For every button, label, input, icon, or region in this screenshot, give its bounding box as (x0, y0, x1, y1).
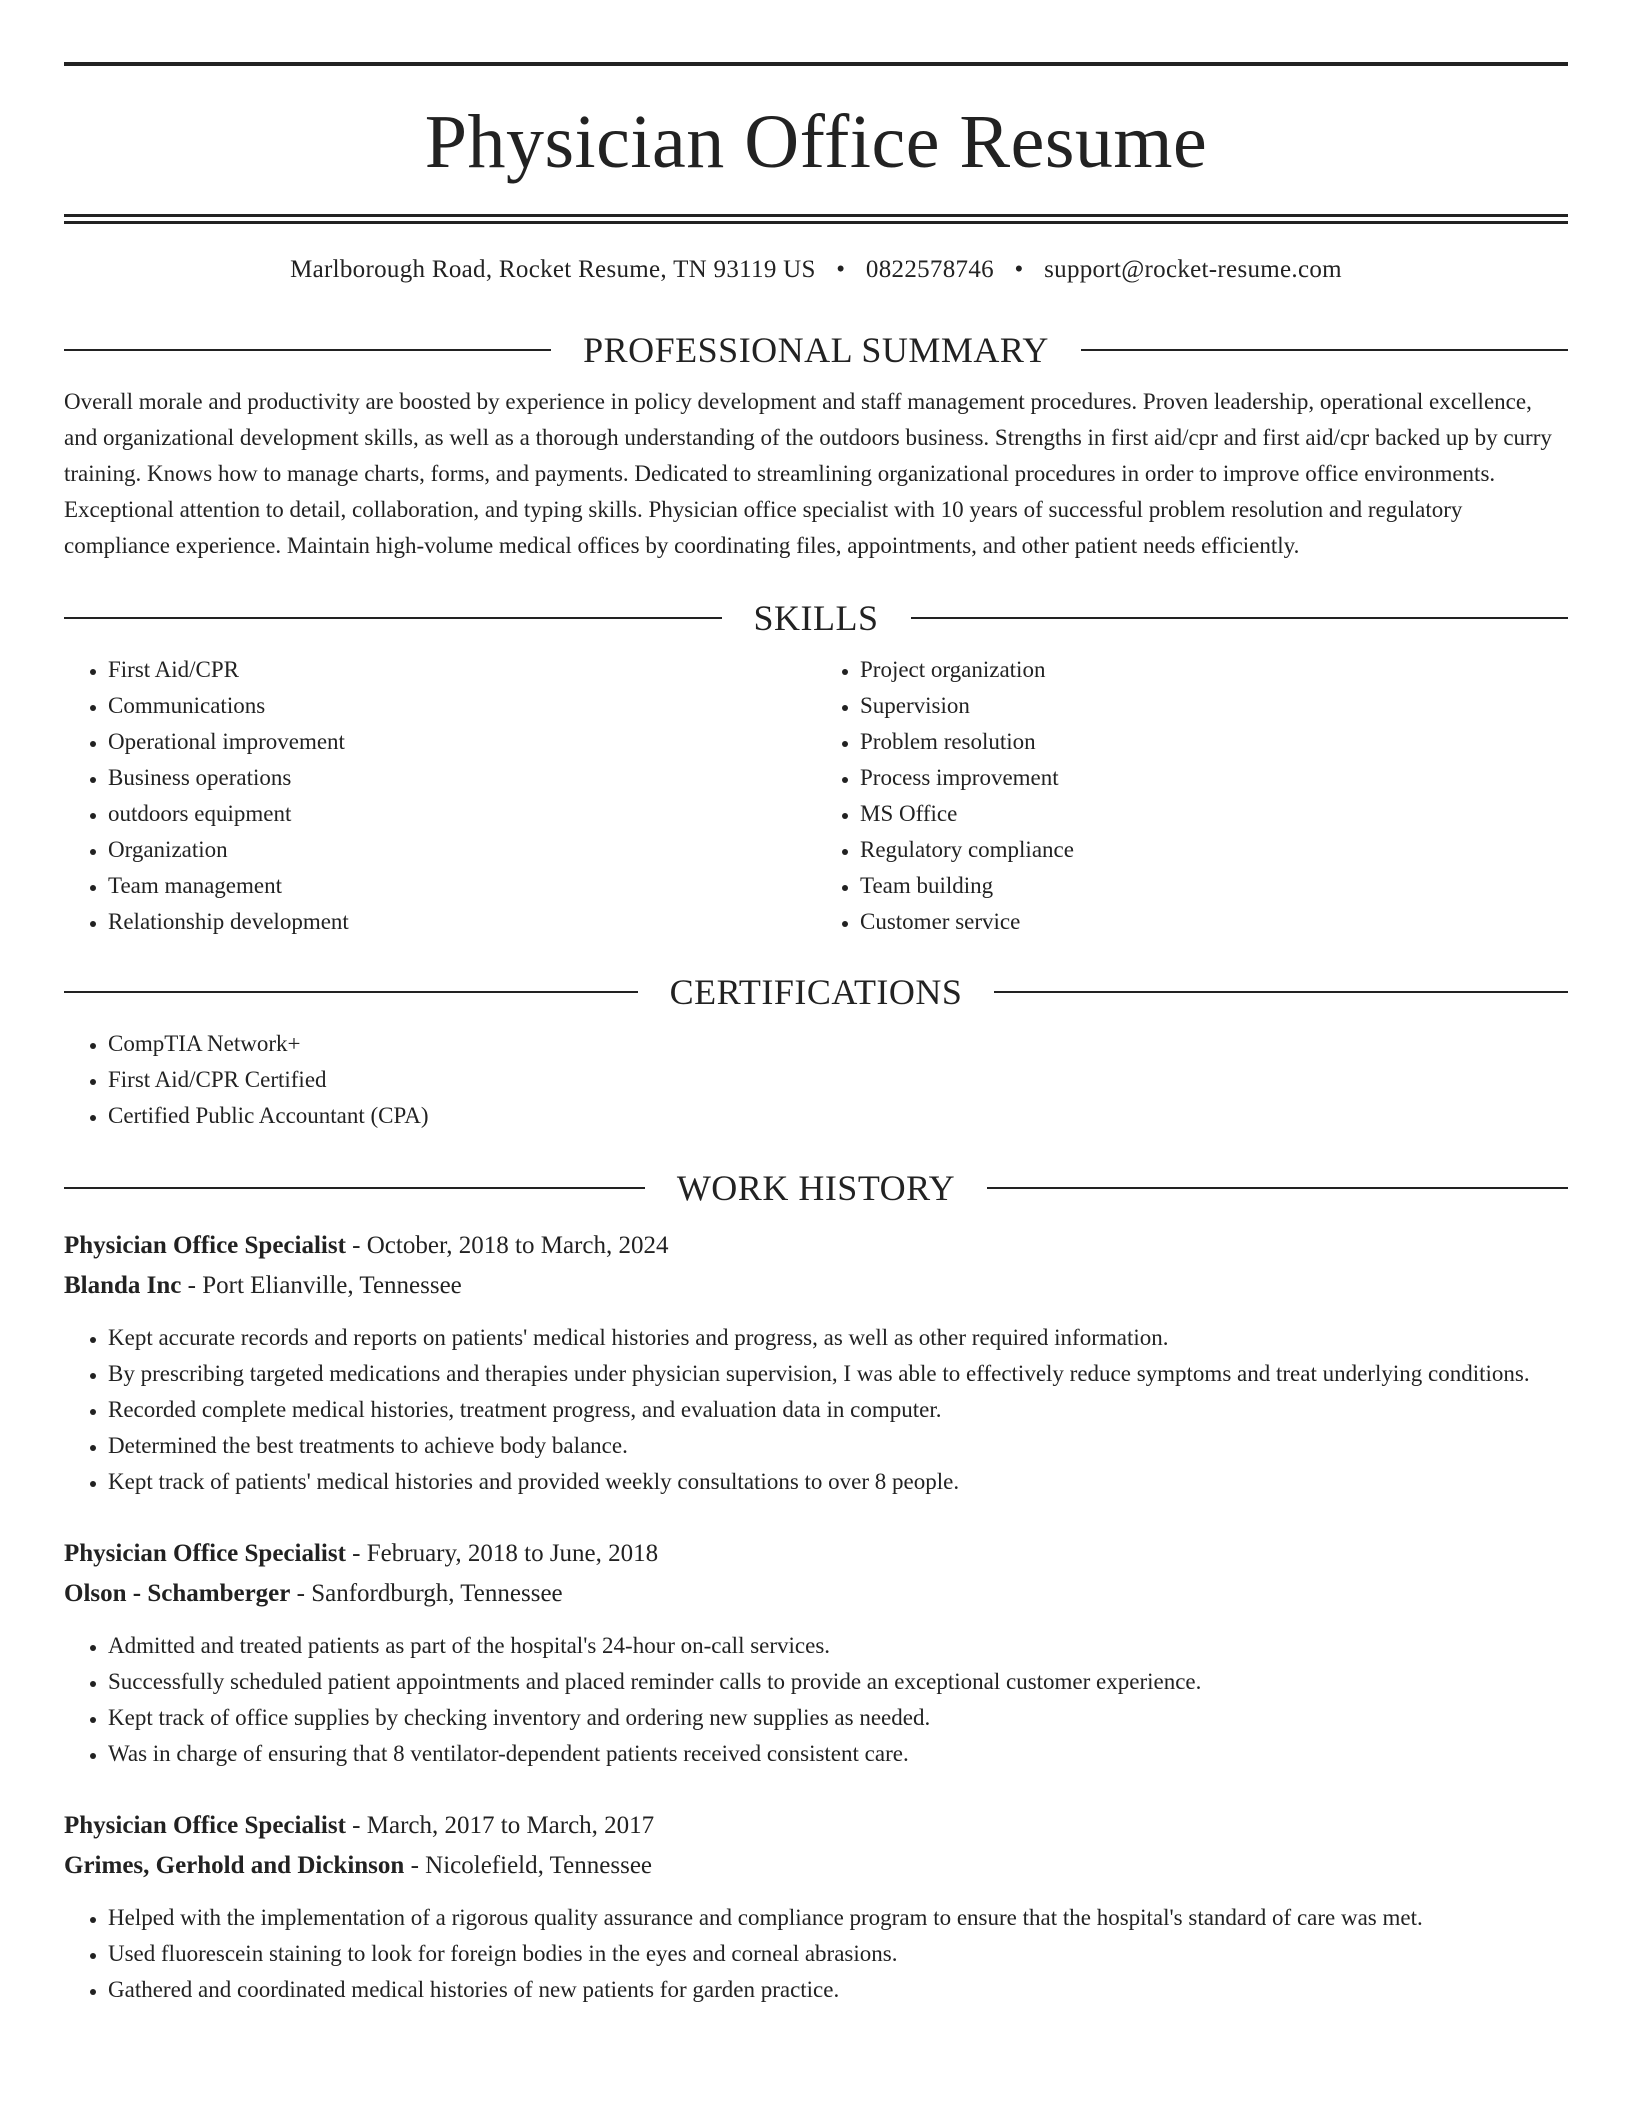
job-bullet: • Kept accurate records and reports on patients' medical histories and progress, as well as other required information. (108, 1320, 1568, 1356)
job-bullets (64, 1320, 1568, 1500)
job-company-line (64, 1574, 1568, 1614)
contact-separator: • (1014, 256, 1024, 283)
heading-rule-right (987, 1187, 1568, 1189)
job-company: Grimes, Gerhold and Dickinson (64, 1852, 405, 1879)
job-bullet: • Kept track of patients' medical histories and provided weekly consultations to over 8 people. (108, 1464, 1568, 1500)
skill-item: • Regulatory compliance (860, 832, 1568, 868)
contact-separator: • (836, 256, 846, 283)
job-title: Physician Office Specialist (64, 1812, 346, 1839)
job-company: Blanda Inc (64, 1272, 182, 1299)
skill-item: • outdoors equipment (108, 796, 816, 832)
summary-heading-label: PROFESSIONAL SUMMARY (583, 330, 1049, 370)
job-entry (64, 1534, 1568, 1772)
skill-item: • Communications (108, 688, 816, 724)
skill-item: • Project organization (860, 652, 1568, 688)
job-dates: - February, 2018 to June, 2018 (345, 1540, 659, 1567)
skills-heading-label: SKILLS (753, 598, 879, 638)
contact-email: support@rocket-resume.com (1044, 256, 1342, 283)
heading-rule-left (64, 617, 722, 619)
skills-heading (64, 600, 1568, 636)
job-title: Physician Office Specialist (64, 1232, 346, 1259)
job-entry (64, 1226, 1568, 1500)
job-bullet: • Recorded complete medical histories, treatment progress, and evaluation data in computer. (108, 1392, 1568, 1428)
skill-item: • Team management (108, 868, 816, 904)
job-title: Physician Office Specialist (64, 1540, 346, 1567)
job-bullet: • By prescribing targeted medications and therapies under physician supervision, I was able to effectively reduce symptoms and treat underlying conditions. (108, 1356, 1568, 1392)
heading-rule-right (994, 991, 1568, 993)
skill-item: • Process improvement (860, 760, 1568, 796)
skill-item: • MS Office (860, 796, 1568, 832)
contact-address: Marlborough Road, Rocket Resume, TN 93119 US (290, 256, 816, 283)
job-company-line (64, 1846, 1568, 1886)
job-bullets (64, 1900, 1568, 2008)
certification-item: • CompTIA Network+ (108, 1026, 1568, 1062)
job-location: - Port Elianville, Tennessee (181, 1272, 462, 1299)
job-title-line (64, 1806, 1568, 1846)
job-dates: - March, 2017 to March, 2017 (345, 1812, 655, 1839)
skill-item: • Operational improvement (108, 724, 816, 760)
summary-heading (64, 332, 1568, 368)
heading-rule-left (64, 1187, 645, 1189)
skill-item: • Organization (108, 832, 816, 868)
skill-item: • Team building (860, 868, 1568, 904)
heading-rule-right (911, 617, 1569, 619)
certification-item: • First Aid/CPR Certified (108, 1062, 1568, 1098)
skill-item: • Supervision (860, 688, 1568, 724)
heading-rule-right (1081, 349, 1568, 351)
job-location: - Nicolefield, Tennessee (404, 1852, 653, 1879)
skill-item: • Problem resolution (860, 724, 1568, 760)
skills-list-right (816, 652, 1568, 940)
heading-rule-left (64, 349, 551, 351)
job-bullet: • Kept track of office supplies by checking inventory and ordering new supplies as needed. (108, 1700, 1568, 1736)
summary-text: Overall morale and productivity are boosted by experience in policy development and staff management procedures. Proven leadership, operational excellence, and organizational development skills, as well as a thorough understanding of the outdoors business. Strengths in first aid/cpr and first aid/cpr backed up by curry training. Knows how to manage charts, forms, and payments. Dedicated to streamlining organizational procedures in order to improve office environments. Exceptional attention to detail, collaboration, and typing skills. Physician office specialist with 10 years of successful problem resolution and regulatory compliance experience. Maintain high-volume medical offices by coordinating files, appointments, and other patient needs efficiently. (64, 389, 1552, 558)
certification-item: • Certified Public Accountant (CPA) (108, 1098, 1568, 1134)
job-company-line (64, 1266, 1568, 1306)
skill-item: • First Aid/CPR (108, 652, 816, 688)
job-title-line (64, 1226, 1568, 1266)
job-entry (64, 1806, 1568, 2008)
skill-item: • Customer service (860, 904, 1568, 940)
skills-list-left (64, 652, 816, 940)
job-company: Olson - Schamberger (64, 1580, 291, 1607)
title-double-rule (64, 214, 1568, 224)
job-bullets (64, 1628, 1568, 1772)
skills-grid (64, 652, 1568, 940)
job-bullet: • Determined the best treatments to achieve body balance. (108, 1428, 1568, 1464)
job-title-line (64, 1534, 1568, 1574)
job-bullet: • Helped with the implementation of a rigorous quality assurance and compliance program to ensure that the hospital's standard of care was met. (108, 1900, 1568, 1936)
top-rule (64, 62, 1568, 66)
skill-item: • Relationship development (108, 904, 816, 940)
job-location: - Sanfordburgh, Tennessee (290, 1580, 563, 1607)
job-bullet: • Successfully scheduled patient appointments and placed reminder calls to provide an exceptional customer experience. (108, 1664, 1568, 1700)
contact-phone: 0822578746 (865, 256, 994, 283)
resume-title: Physician Office Resume (424, 100, 1208, 184)
contact-line (64, 256, 1568, 284)
resume-page (64, 62, 1568, 2008)
job-bullet: • Was in charge of ensuring that 8 ventilator-dependent patients received consistent care. (108, 1736, 1568, 1772)
certifications-heading-label: CERTIFICATIONS (669, 972, 963, 1012)
certifications-heading (64, 974, 1568, 1010)
skill-item: • Business operations (108, 760, 816, 796)
certifications-list (64, 1026, 1568, 1134)
job-bullet: • Gathered and coordinated medical histories of new patients for garden practice. (108, 1972, 1568, 2008)
heading-rule-left (64, 991, 638, 993)
work-history-heading-label: WORK HISTORY (676, 1168, 956, 1208)
work-history-heading (64, 1170, 1568, 1206)
job-bullet: • Used fluorescein staining to look for foreign bodies in the eyes and corneal abrasions. (108, 1936, 1568, 1972)
job-bullet: • Admitted and treated patients as part of the hospital's 24-hour on-call services. (108, 1628, 1568, 1664)
job-dates: - October, 2018 to March, 2024 (345, 1232, 669, 1259)
